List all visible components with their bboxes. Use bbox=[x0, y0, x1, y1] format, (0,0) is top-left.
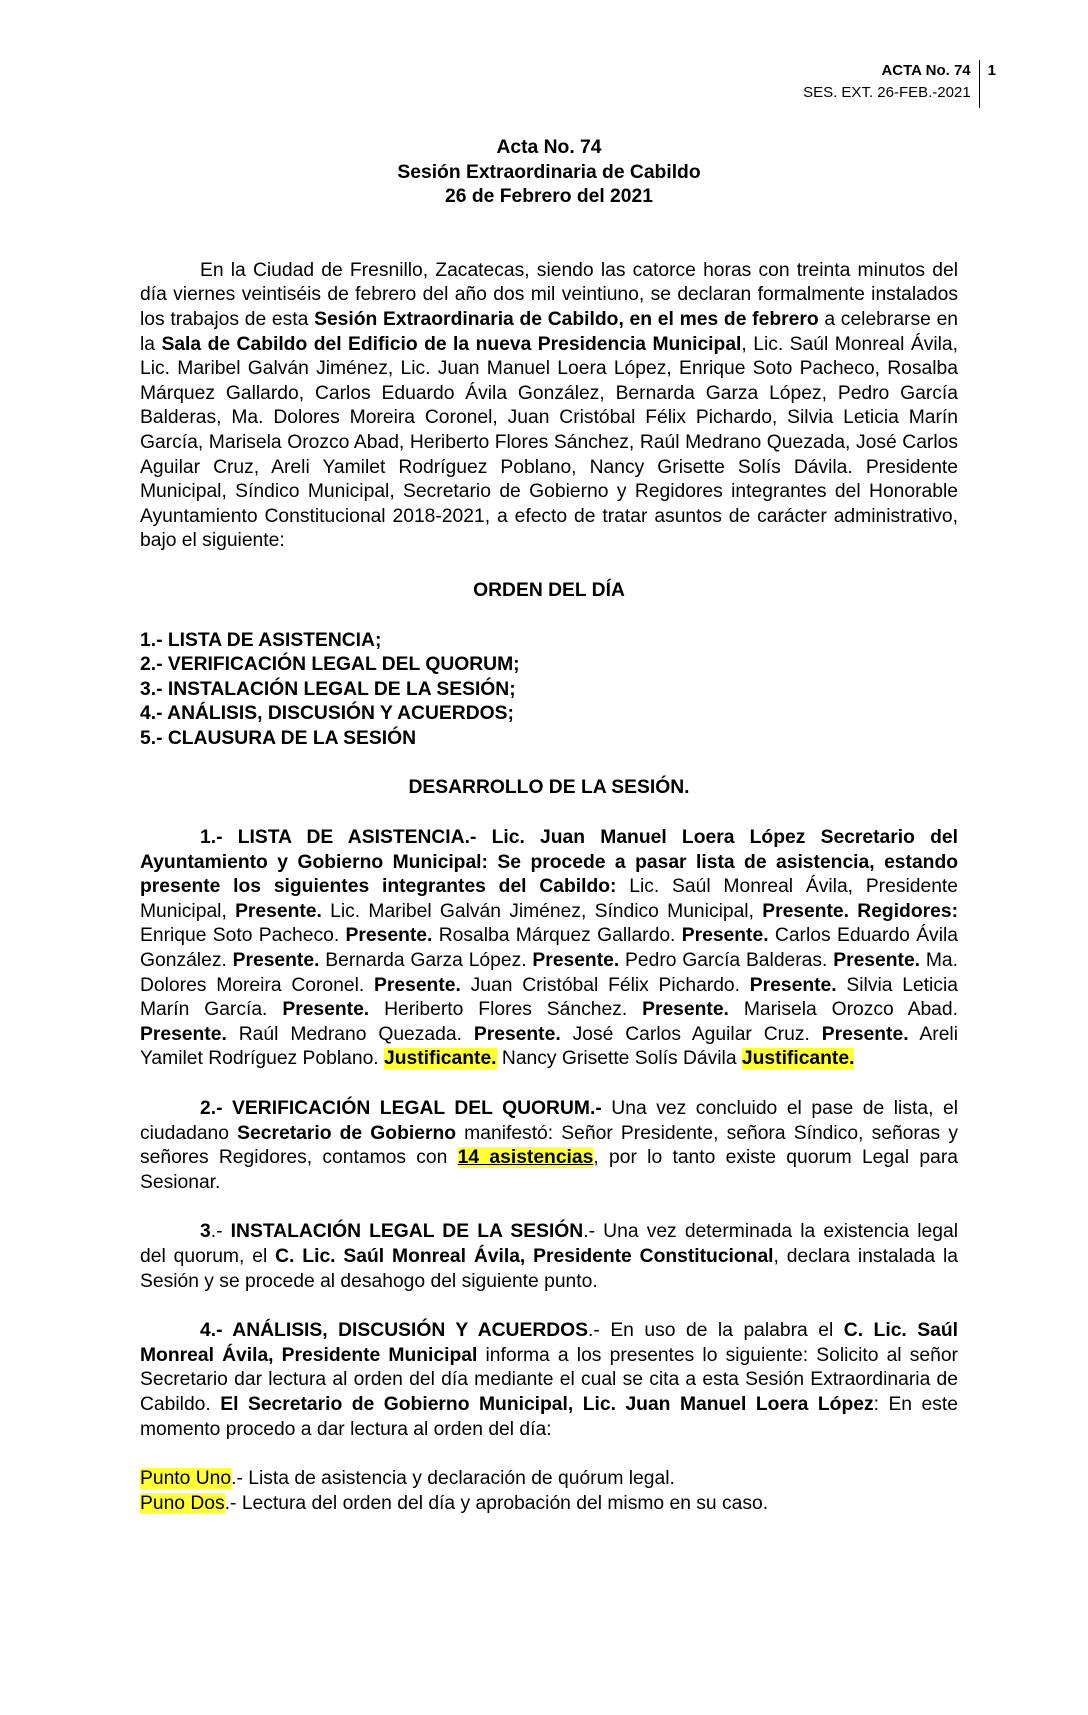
asistencias-highlight: 14 asistencias bbox=[457, 1147, 594, 1169]
agenda-item: 3.- INSTALACIÓN LEGAL DE LA SESIÓN; bbox=[140, 678, 516, 700]
paragraph-instalacion: 3.- INSTALACIÓN LEGAL DE LA SESIÓN.- Una vez determinada la existencia legal del quorum, el C. Lic. Saúl Monreal Ávila, Presidente Constitucional, declara instalada la Sesión y se procede al desahogo del siguiente punto. bbox=[140, 1221, 958, 1292]
document-title bbox=[140, 136, 958, 210]
punto-label: Puno Dos bbox=[140, 1492, 225, 1514]
orden-del-dia-heading: ORDEN DEL DÍA bbox=[473, 579, 625, 601]
agenda-item: 2.- VERIFICACIÓN LEGAL DEL QUORUM; bbox=[140, 654, 520, 676]
page-header bbox=[803, 60, 996, 108]
punto-label: Punto Uno bbox=[140, 1468, 232, 1490]
agenda-item: 1.- LISTA DE ASISTENCIA; bbox=[140, 629, 382, 651]
agenda-list bbox=[140, 629, 958, 752]
agenda-item: 5.- CLAUSURA DE LA SESIÓN bbox=[140, 727, 417, 749]
paragraph-quorum: 2.- VERIFICACIÓN LEGAL DEL QUORUM.- Una vez concluido el pase de lista, el ciudadano Secretario de Gobierno manifestó: Señor Presidente, señora Síndico, señoras y señores Regidores, contamos con 14 asistencias, por lo tanto existe quorum Legal para Sesionar. bbox=[140, 1098, 958, 1193]
header-acta: ACTA No. 74 bbox=[881, 62, 971, 79]
paragraph-lista-asistencia: 1.- LISTA DE ASISTENCIA.- Lic. Juan Manuel Loera López Secretario del Ayuntamiento y Gobierno Municipal: Se procede a pasar lista de asistencia, estando presente los siguientes integrantes del Cabildo: Lic. Saúl Monreal Ávila, Presidente Municipal, Presente. Lic. Maribel Galván Jiménez, Síndico Municipal, Presente. Regidores: Enrique Soto Pacheco. Presente. Rosalba Márquez Gallardo. Presente. Carlos Eduardo Ávila González. Presente. Bernarda Garza López. Presente. Pedro García Balderas. Presente. Ma. Dolores Moreira Coronel. Presente. Juan Cristóbal Félix Pichardo. Presente. Silvia Leticia Marín García. Presente. Heriberto Flores Sánchez. Presente. Marisela Orozco Abad. Presente. Raúl Medrano Quezada. Presente. José Carlos Aguilar Cruz. Presente. Areli Yamilet Rodríguez Poblano. Justificante. Nancy Grisette Solís Dávila Justificante. bbox=[140, 827, 958, 1070]
intro-paragraph: En la Ciudad de Fresnillo, Zacatecas, siendo las catorce horas con treinta minutos del día viernes veintiséis de febrero del año dos mil veintiuno, se declaran formalmente instalados los trabajos de esta Sesión Extraordinaria de Cabildo, en el mes de febrero a celebrarse en la Sala de Cabildo del Edificio de la nueva Presidencia Municipal, Lic. Saúl Monreal Ávila, Lic. Maribel Galván Jiménez, Lic. Juan Manuel Loera López, Enrique Soto Pacheco, Rosalba Márquez Gallardo, Carlos Eduardo Ávila González, Bernarda Garza López, Pedro García Balderas, Ma. Dolores Moreira Coronel, Juan Cristóbal Félix Pichardo, Silvia Leticia Marín García, Marisela Orozco Abad, Heriberto Flores Sánchez, Raúl Medrano Quezada, José Carlos Aguilar Cruz, Areli Yamilet Rodríguez Poblano, Nancy Grisette Solís Dávila. Presidente Municipal, Síndico Municipal, Secretario de Gobierno y Regidores integrantes del Honorable Ayuntamiento Constitucional 2018-2021, a efecto de tratar asuntos de carácter administrativo, bajo el siguiente: bbox=[140, 259, 959, 552]
punto-item: Puno Dos.- Lectura del orden del día y aprobación del mismo en su caso. bbox=[140, 1492, 769, 1514]
desarrollo-heading: DESARROLLO DE LA SESIÓN. bbox=[408, 777, 690, 799]
title-line-1: Acta No. 74 bbox=[496, 137, 602, 158]
punto-list bbox=[140, 1467, 958, 1516]
agenda-item: 4.- ANÁLISIS, DISCUSIÓN Y ACUERDOS; bbox=[140, 703, 514, 725]
justificante-highlight: Justificante. bbox=[741, 1048, 855, 1070]
title-line-2: Sesión Extraordinaria de Cabildo bbox=[397, 161, 701, 183]
page-number: 1 bbox=[987, 62, 996, 79]
document-body bbox=[140, 136, 958, 1516]
header-session-code: SES. EXT. 26-FEB.-2021 bbox=[803, 84, 971, 101]
title-line-3: 26 de Febrero del 2021 bbox=[445, 186, 653, 208]
paragraph-analisis: 4.- ANÁLISIS, DISCUSIÓN Y ACUERDOS.- En uso de la palabra el C. Lic. Saúl Monreal Ávila, Presidente Municipal informa a los presentes lo siguiente: Solicito al señor Secretario dar lectura al orden del día mediante el cual se cita a esta Sesión Extraordinaria de Cabildo. El Secretario de Gobierno Municipal, Lic. Juan Manuel Loera López: En este momento procedo a dar lectura al orden del día: bbox=[140, 1320, 958, 1440]
justificante-highlight: Justificante. bbox=[384, 1048, 497, 1070]
punto-item: Punto Uno.- Lista de asistencia y declaración de quórum legal. bbox=[140, 1468, 675, 1490]
